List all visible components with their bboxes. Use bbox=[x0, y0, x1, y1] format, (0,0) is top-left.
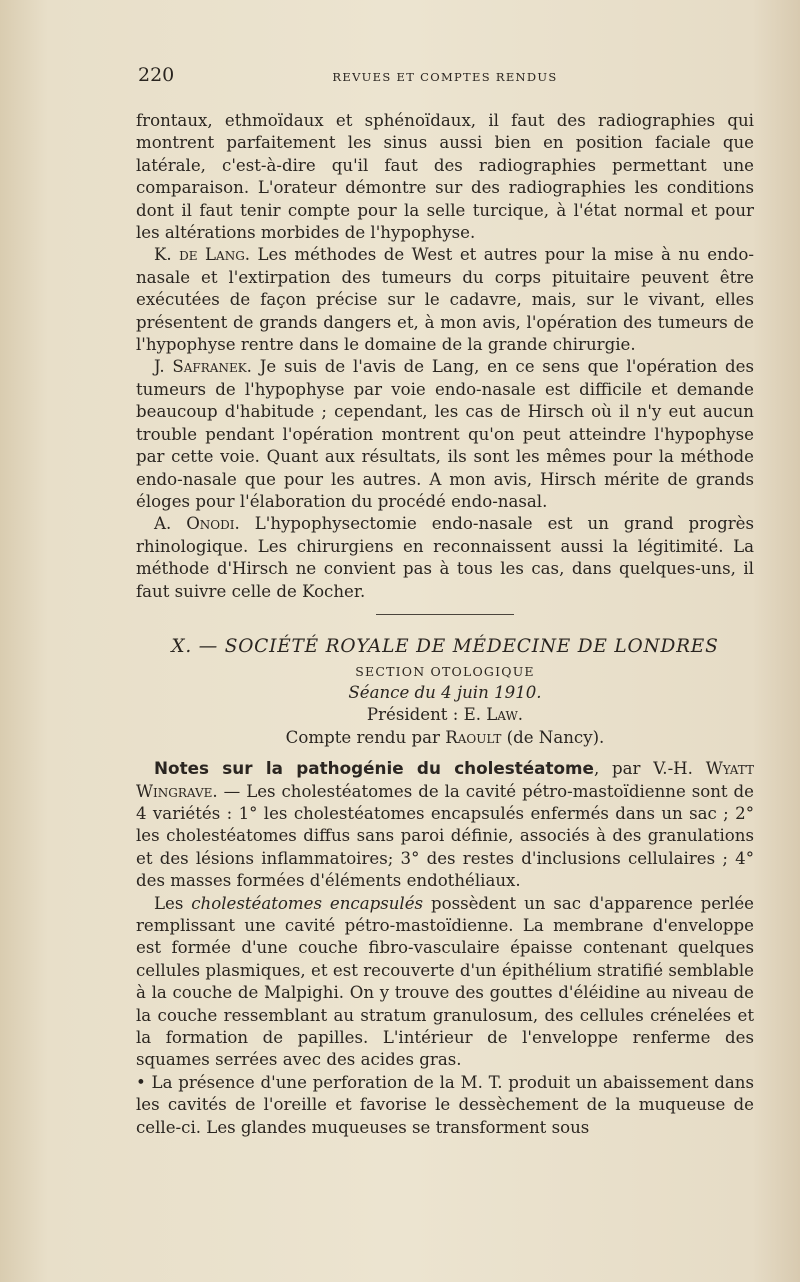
report-line: Compte rendu par Raoult (de Nancy). bbox=[285, 727, 605, 747]
section-subtitle: SECTION OTOLOGIQUE bbox=[355, 663, 535, 679]
article-paragraph-2: Les cholestéatomes encapsulés possèdent un sac d'apparence perlée remplissant une cavité pétro-mastoïdienne. La membrane d'enveloppe est formée d'une couche fibro-vasculaire épaisse contenant quelques cellules plasmiques, et est recouverte d'un épithélium stratifié semblable à la couche de Malpighi. On y trouve des gouttes d'éléidine au niveau de la couche ressemblant au stratum granulosum, des cellules crénelées et la formation de papilles. L'intérieur de l'enveloppe renferme des squames serrées avec des acides gras. bbox=[136, 893, 754, 1070]
paragraph-continuation: frontaux, ethmoïdaux et sphénoïdaux, il faut des radiographies qui montrent parfaitement les sinus aussi bien en position faciale que latérale, c'est-à-dire qu'il faut des radiographies permettant une comparaison. L'orateur démontre sur des radiographies les conditions dont il faut tenir compte pour la selle turcique, à l'état normal et pour les altérations morbides de l'hypophyse. bbox=[136, 111, 754, 243]
article-paragraph-1: Notes sur la pathogénie du cholestéatome, par V.-H. Wyatt Wingrave. — Les cholestéatomes de la cavité pétro-mastoïdienne sont de 4 variétés : 1° les cholestéatomes encapsulés enfermés dans un sac ; 2° les cholestéatomes diffus sans paroi définie, associés à des granulations et des lésions inflammatoires; 3° des restes d'inclusions cellulaires ; 4° des masses formées d'éléments endothéliaux. bbox=[136, 758, 754, 891]
article-title: Notes sur la pathogénie du cholestéatome bbox=[154, 758, 594, 779]
running-head: REVUES ET COMPTES RENDUS bbox=[332, 70, 558, 84]
page-number: 220 bbox=[138, 64, 175, 86]
president-line: Président : E. Law. bbox=[366, 705, 524, 725]
speaker-name: K. de Lang. bbox=[154, 245, 251, 265]
article-paragraph-3: • La présence d'une perforation de la M. T. produit un abaissement dans les cavités de l'oreille et favorise le dessèchement de la muqueuse de celle-ci. Les glandes muqueuses se transforment sous bbox=[136, 1072, 754, 1137]
article-author: Wyatt Wingrave. bbox=[136, 759, 754, 801]
section-title: X. — SOCIÉTÉ ROYALE DE MÉDECINE DE LONDRES bbox=[171, 635, 719, 657]
paragraph-lang: K. de Lang. Les méthodes de West et autres pour la mise à nu endo-nasale et l'extirpation des tumeurs du corps pituitaire peuvent être exécutées de façon précise sur le cadavre, mais, sur le vivant, elles présentent de grands dangers et, à mon avis, l'opération des tumeurs de l'hypophyse rentre dans le domaine de la grande chirurgie. bbox=[136, 245, 754, 355]
page-header bbox=[136, 64, 754, 94]
section-divider bbox=[376, 614, 514, 615]
speaker-name: A. Onodi. bbox=[154, 514, 240, 534]
body-text bbox=[136, 110, 754, 1139]
paragraph-onodi: A. Onodi. L'hypophysectomie endo-nasale est un grand progrès rhinologique. Les chirurgiens en reconnaissent aussi la légitimité. La méthode d'Hirsch ne convient pas à tous les cas, dans quelques-uns, il faut suivre celle de Kocher. bbox=[136, 514, 754, 601]
speaker-name: J. Safranek. bbox=[154, 357, 252, 377]
seance-date: Séance du 4 juin 1910. bbox=[348, 682, 542, 702]
paragraph-safranek: J. Safranek. Je suis de l'avis de Lang, en ce sens que l'opération des tumeurs de l'hypophyse par voie endo-nasale est difficile et demande beaucoup d'habitude ; cependant, les cas de Hirsch où il n'y eut aucun trouble pendant l'opération montrent qu'on peut atteindre l'hypophyse par cette voie. Quant aux résultats, ils sont les mêmes pour la méthode endo-nasale que pour les autres. A mon avis, Hirsch mérite de grands éloges pour l'élaboration du procédé endo-nasal. bbox=[136, 357, 754, 511]
